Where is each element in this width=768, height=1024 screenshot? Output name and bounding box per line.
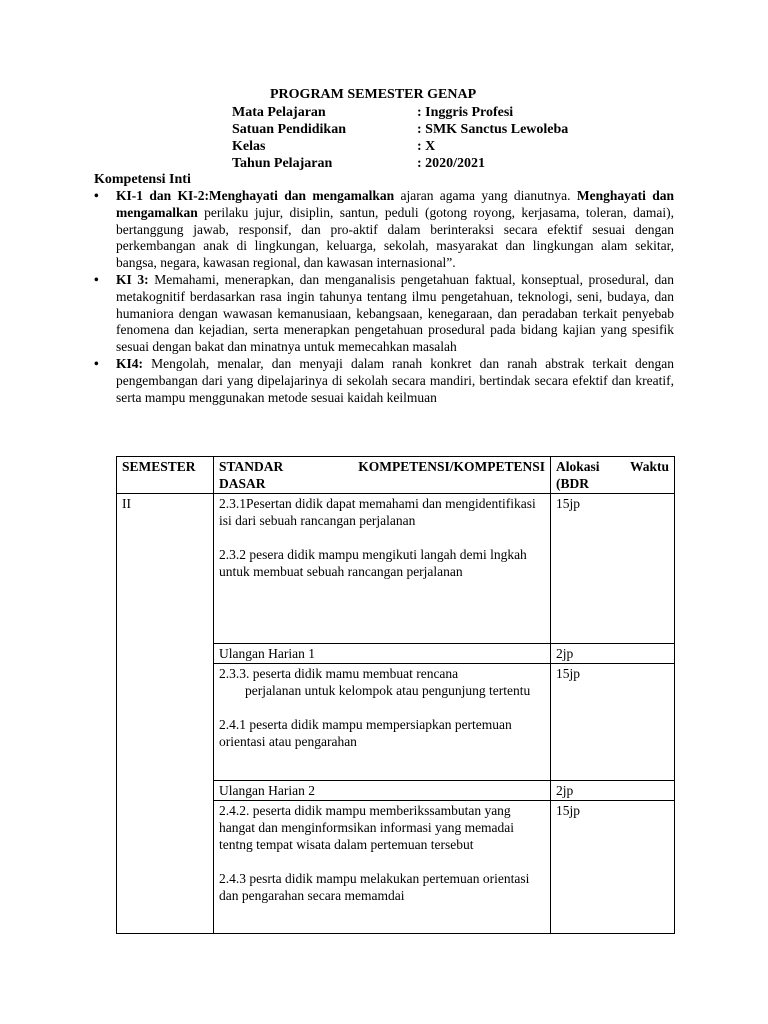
ki-item	[94, 188, 674, 272]
kd-paragraph: perjalanan untuk kelompok atau pengunjung tertentu	[245, 683, 531, 698]
kd-cell: Ulangan Harian 1	[214, 644, 551, 664]
kd-table	[116, 456, 675, 934]
header-semester: SEMESTER	[117, 457, 214, 494]
header-alokasi-word: Alokasi	[556, 459, 600, 474]
meta-label: Kelas	[232, 139, 266, 154]
header-alokasi	[551, 457, 675, 494]
meta-row-year	[232, 155, 568, 172]
bullet-icon: •	[94, 355, 99, 371]
meta-row-school	[232, 121, 568, 138]
header-kd-word: KOMPETENSI/KOMPETENSI	[358, 459, 545, 474]
ki-bold-text: KI 3:	[116, 271, 149, 287]
kd-paragraph: 2.4.1 peserta didik mampu mempersiapkan pertemuan orientasi atau pengarahan	[219, 717, 512, 749]
time-cell: 15jp	[551, 494, 675, 644]
ki-item	[94, 272, 674, 356]
meta-value: : Inggris Profesi	[417, 105, 514, 120]
meta-row-class	[232, 138, 568, 155]
meta-value: : 2020/2021	[417, 156, 486, 171]
ki-item	[94, 356, 674, 406]
meta-row-subject	[232, 104, 568, 121]
meta-label: Mata Pelajaran	[232, 105, 326, 120]
ki-list	[94, 188, 674, 406]
meta-block	[232, 104, 568, 172]
header-kd	[214, 457, 551, 494]
table-row	[117, 494, 675, 644]
ki-text: Mengolah, menalar, dan menyaji dalam ranah konkret dan ranah abstrak terkait dengan pengembangan dari yang dipelajarinya di sekolah secara mandiri, bertindak secara efektif dan kreatif, serta mampu menggunakan metode sesuai kaidah keilmuan	[116, 355, 674, 405]
ki-text: Memahami, menerapkan, dan menganalisis pengetahuan faktual, konseptual, prosedural, dan metakognitif berdasarkan rasa ingin tahunya tentang ilmu pengetahuan, teknologi, seni, budaya, dan humaniora dengan wawasan kemanusiaan, kebangsaan, kenegaraan, dan peradaban terkait penyebab fenomena dan kejadian, serta menerapkan pengetahuan prosedural pada bidang kajian yang spesifik sesuai dengan bakat dan minatnya untuk memecahkan masalah	[116, 271, 674, 355]
time-cell: 2jp	[551, 781, 675, 801]
kd-paragraph: 2.4.2. peserta didik mampu memberikssambutan yang hangat dan menginformsikan informasi yang memadai tentng tempat wisata dalam pertemuan tersebut	[219, 803, 515, 852]
ki-heading: Kompetensi Inti	[94, 172, 191, 187]
header-kd-word: STANDAR	[219, 459, 284, 474]
kd-cell: Ulangan Harian 2	[214, 781, 551, 801]
meta-value: : SMK Sanctus Lewoleba	[417, 122, 569, 137]
bullet-icon: •	[94, 188, 99, 203]
table-header-row	[117, 457, 675, 494]
ki-bold-text: KI4:	[116, 355, 143, 371]
header-alokasi-word: Waktu	[629, 459, 669, 474]
kd-paragraph: 2.4.3 pesrta didik mampu melakukan pertemuan orientasi dan pengarahan secara memamdai	[219, 871, 530, 903]
kd-paragraph: 2.3.3. peserta didik mamu membuat rencana	[219, 666, 459, 681]
ki-bold-text: KI-1 dan KI-2:Menghayati dan mengamalkan	[116, 188, 395, 203]
header-kd-word: DASAR	[219, 476, 266, 491]
kd-paragraph: 2.3.2 pesera didik mampu mengikuti langah demi lngkah untuk membuat sebuah rancangan perjalanan	[219, 547, 527, 579]
kd-cell	[214, 494, 551, 644]
bullet-icon: •	[94, 271, 99, 287]
kd-cell	[214, 664, 551, 781]
kd-cell	[214, 801, 551, 934]
time-cell: 15jp	[551, 801, 675, 934]
ki-text: ajaran agama yang dianutnya.	[394, 188, 577, 203]
time-cell: 15jp	[551, 664, 675, 781]
meta-label: Tahun Pelajaran	[232, 156, 333, 171]
ki-text: perilaku jujur, disiplin, santun, peduli (gotong royong, kerjasama, toleran, damai), bertanggung jawab, responsif, dan pro-aktif dalam berinteraksi secara efektif sesuai dengan perkembangan anak di lingkungan, keluarga, sekolah, masyarakat dan lingkungan alam sekitar, bangsa, negara, kawasan regional, dan kawasan internasional”.	[116, 204, 674, 271]
ki-bold-text: Menghayati dan mengamalkan	[116, 188, 674, 220]
semester-cell: II	[117, 494, 214, 934]
time-cell: 2jp	[551, 644, 675, 664]
meta-label: Satuan Pendidikan	[232, 122, 346, 137]
meta-value: : X	[417, 139, 436, 154]
kd-paragraph: 2.3.1Pesertan didik dapat memahami dan mengidentifikasi isi dari sebuah rancangan perjalanan	[219, 496, 536, 528]
header-alokasi-word: (BDR	[556, 476, 589, 491]
document-title: PROGRAM SEMESTER GENAP	[270, 87, 477, 102]
